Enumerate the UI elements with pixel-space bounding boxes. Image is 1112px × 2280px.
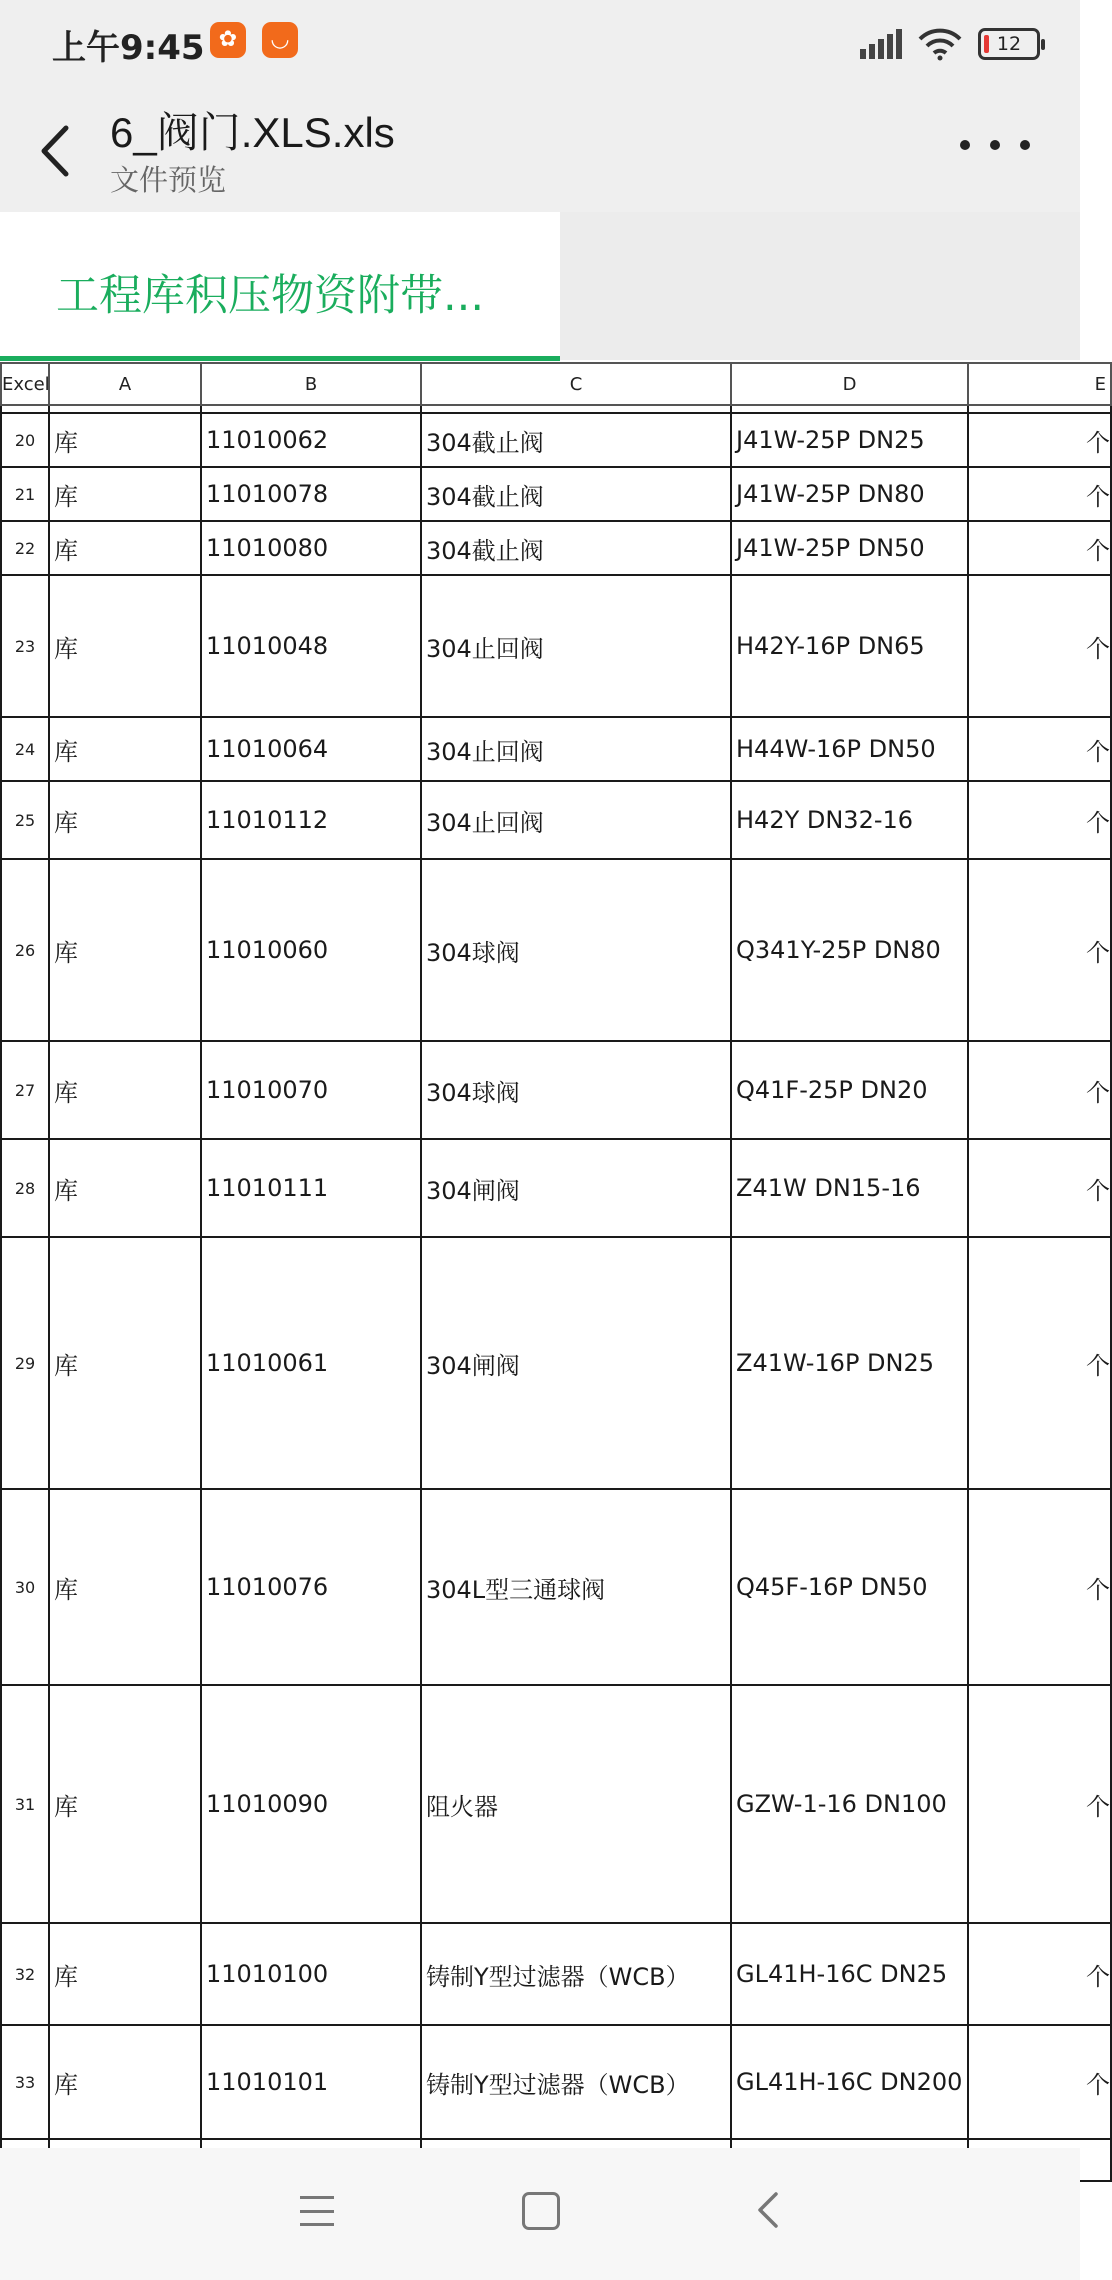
cell-a[interactable]: 库 (49, 1139, 201, 1237)
battery-level: 12 (996, 33, 1022, 55)
cell-a[interactable]: 库 (49, 521, 201, 575)
nav-back-icon[interactable] (756, 2190, 780, 2230)
cell-d[interactable]: H44W-16P DN50 (731, 717, 968, 781)
app-header (0, 90, 1080, 212)
cell-c[interactable]: 304球阀 (421, 859, 731, 1041)
cell-d[interactable]: J41W-25P DN25 (731, 413, 968, 467)
cell-e[interactable]: 个 (968, 575, 1111, 717)
row-number: 29 (1, 1237, 49, 1489)
cell-c[interactable]: 阻火器 (421, 1685, 731, 1923)
column-header-c[interactable]: C (421, 363, 731, 405)
cell-b[interactable]: 11010080 (201, 521, 421, 575)
cell-c[interactable]: 304L型三通球阀 (421, 1489, 731, 1685)
table-row[interactable] (1, 2025, 1111, 2139)
cell-a[interactable]: 库 (49, 1685, 201, 1923)
recent-apps-icon[interactable] (300, 2196, 334, 2226)
row-number: 30 (1, 1489, 49, 1685)
sheet-tab-bar (0, 212, 1080, 360)
wifi-icon (918, 28, 962, 60)
cell-b[interactable]: 11010064 (201, 717, 421, 781)
cell-e[interactable]: 个 (968, 1041, 1111, 1139)
spreadsheet-table (0, 362, 1112, 2182)
battery-icon (978, 28, 1040, 60)
cell-e[interactable]: 个 (968, 1139, 1111, 1237)
cell-c[interactable]: 304闸阀 (421, 1237, 731, 1489)
home-icon[interactable] (522, 2192, 560, 2230)
cell-b[interactable]: 11010062 (201, 413, 421, 467)
system-nav-bar (0, 2148, 1080, 2280)
cell-b[interactable]: 11010060 (201, 859, 421, 1041)
cell-c[interactable]: 304球阀 (421, 1041, 731, 1139)
table-row[interactable] (1, 575, 1111, 717)
signal-icon (860, 29, 902, 59)
cell-d[interactable]: H42Y-16P DN65 (731, 575, 968, 717)
table-row[interactable] (1, 1041, 1111, 1139)
column-header-d[interactable]: D (731, 363, 968, 405)
row-number: 26 (1, 859, 49, 1041)
cell-c[interactable]: 304闸阀 (421, 1139, 731, 1237)
cell-d[interactable]: Q341Y-25P DN80 (731, 859, 968, 1041)
spreadsheet-view[interactable] (0, 362, 1110, 2148)
table-row[interactable] (1, 1489, 1111, 1685)
more-dot-icon (1020, 140, 1030, 150)
row-number: 21 (1, 467, 49, 521)
cell-d[interactable]: Q45F-16P DN50 (731, 1489, 968, 1685)
cell-e[interactable]: 个 (968, 1923, 1111, 2025)
cell-e[interactable]: 个 (968, 781, 1111, 859)
cell-b[interactable]: 11010048 (201, 575, 421, 717)
file-subtitle: 文件预览 (110, 163, 227, 197)
cell-b[interactable]: 11010070 (201, 1041, 421, 1139)
back-arrow-icon[interactable] (30, 114, 80, 184)
cell-e[interactable]: 个 (968, 1237, 1111, 1489)
cell-a[interactable]: 库 (49, 413, 201, 467)
cell-b[interactable]: 11010076 (201, 1489, 421, 1685)
cell-a[interactable]: 库 (49, 467, 201, 521)
row-number: 31 (1, 1685, 49, 1923)
cell-e[interactable]: 个 (968, 859, 1111, 1041)
cell-d[interactable]: J41W-25P DN80 (731, 467, 968, 521)
cell-c[interactable]: 304截止阀 (421, 467, 731, 521)
table-row[interactable] (1, 1685, 1111, 1923)
row-number: 22 (1, 521, 49, 575)
status-bar (0, 0, 1080, 90)
row-number: 32 (1, 1923, 49, 2025)
row-number: 25 (1, 781, 49, 859)
cell-d[interactable]: Q41F-25P DN20 (731, 1041, 968, 1139)
cell-c[interactable]: 304止回阀 (421, 781, 731, 859)
cell-b[interactable]: 11010112 (201, 781, 421, 859)
column-header-a[interactable]: A (49, 363, 201, 405)
table-row[interactable] (1, 413, 1111, 467)
cell-e[interactable]: 个 (968, 1489, 1111, 1685)
cell-a[interactable]: 库 (49, 781, 201, 859)
cell-c[interactable]: 304止回阀 (421, 717, 731, 781)
cell-b[interactable]: 11010101 (201, 2025, 421, 2139)
cell-d[interactable]: GL41H-16C DN200 (731, 2025, 968, 2139)
cell-c[interactable]: 304截止阀 (421, 413, 731, 467)
cell-d[interactable]: H42Y DN32-16 (731, 781, 968, 859)
cell-c[interactable]: 铸制Y型过滤器（WCB） (421, 2025, 731, 2139)
cell-b[interactable]: 11010100 (201, 1923, 421, 2025)
table-row[interactable] (1, 859, 1111, 1041)
cell-a[interactable]: 库 (49, 1237, 201, 1489)
row-number: 20 (1, 413, 49, 467)
cell-e[interactable]: 个 (968, 467, 1111, 521)
more-options-button[interactable] (960, 130, 1030, 160)
table-row[interactable] (1, 467, 1111, 521)
column-header-row (1, 363, 1111, 405)
kuaishou-app-icon: ✿ (210, 22, 246, 58)
table-row[interactable] (1, 521, 1111, 575)
cell-b[interactable]: 11010090 (201, 1685, 421, 1923)
cell-b[interactable]: 11010061 (201, 1237, 421, 1489)
cell-a[interactable]: 库 (49, 575, 201, 717)
cell-a[interactable]: 库 (49, 1489, 201, 1685)
column-header-e[interactable]: E (968, 363, 1111, 405)
more-dot-icon (990, 140, 1000, 150)
table-row[interactable] (1, 781, 1111, 859)
cell-e[interactable]: 个 (968, 521, 1111, 575)
table-row[interactable] (1, 1923, 1111, 2025)
row-number: 24 (1, 717, 49, 781)
column-header-b[interactable]: B (201, 363, 421, 405)
table-row[interactable] (1, 1139, 1111, 1237)
sheet-tab-active[interactable] (0, 212, 560, 361)
cell-a[interactable]: 库 (49, 859, 201, 1041)
cell-d[interactable]: Z41W-16P DN25 (731, 1237, 968, 1489)
table-row[interactable] (1, 717, 1111, 781)
status-time: 上午9:45 (52, 28, 205, 68)
sheet-spacer-row (1, 405, 1111, 413)
cell-d[interactable]: J41W-25P DN50 (731, 521, 968, 575)
cell-b[interactable]: 11010111 (201, 1139, 421, 1237)
cell-e[interactable]: 个 (968, 2025, 1111, 2139)
cell-a[interactable]: 库 (49, 2025, 201, 2139)
table-row[interactable] (1, 1237, 1111, 1489)
cell-e[interactable]: 个 (968, 717, 1111, 781)
row-number: 23 (1, 575, 49, 717)
cell-a[interactable]: 库 (49, 717, 201, 781)
file-title: 6_阀门.XLS.xls (110, 109, 395, 156)
cell-e[interactable]: 个 (968, 413, 1111, 467)
cell-b[interactable]: 11010078 (201, 467, 421, 521)
cell-c[interactable]: 304止回阀 (421, 575, 731, 717)
cell-d[interactable]: GZW-1-16 DN100 (731, 1685, 968, 1923)
cell-d[interactable]: Z41W DN15-16 (731, 1139, 968, 1237)
cell-a[interactable]: 库 (49, 1923, 201, 2025)
row-number: 33 (1, 2025, 49, 2139)
cell-e[interactable]: 个 (968, 1685, 1111, 1923)
cell-c[interactable]: 304截止阀 (421, 521, 731, 575)
cell-a[interactable]: 库 (49, 1041, 201, 1139)
cell-c[interactable]: 铸制Y型过滤器（WCB） (421, 1923, 731, 2025)
corner-cell: Excel (1, 363, 49, 405)
cell-d[interactable]: GL41H-16C DN25 (731, 1923, 968, 2025)
sheet-tab-label: 工程库积压物资附带... (56, 271, 485, 321)
row-number: 28 (1, 1139, 49, 1237)
row-number: 27 (1, 1041, 49, 1139)
more-dot-icon (960, 140, 970, 150)
taobao-app-icon: ◡ (262, 22, 298, 58)
